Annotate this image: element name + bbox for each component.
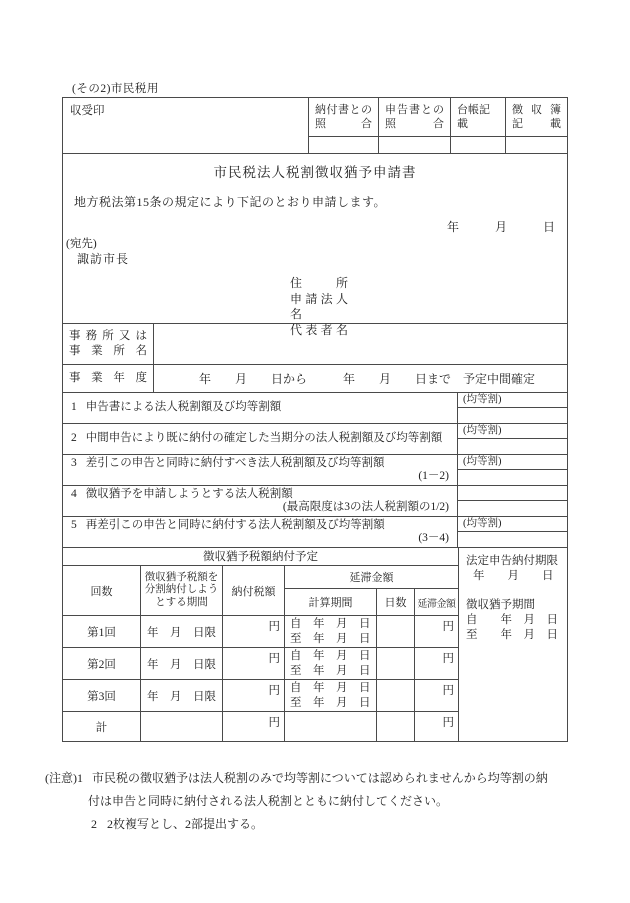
calc-period-from: 自 年 月 日 [290,682,371,694]
statutory-deadline-value: 年 月 日 [473,570,554,582]
ledger-entry-label: 台帳記載 [457,104,490,130]
total-period-cell [141,712,223,741]
item-number: 4 [71,487,77,500]
deferment-period-from: 自 年 月 日 [466,614,558,626]
item-row-2 [63,424,567,455]
item-text: 中間申告により既に納付の確定した当期分の法人税割額及び均等割額 [85,432,443,445]
item-sub-note: (最高限度は3の法人税割額の1/2) [282,501,449,513]
payment-slip-check-label-top: 納付書との [315,104,372,116]
schedule-title: 徴収猶予税額納付予定 [63,548,458,566]
per-capita-label: (均等割) [458,393,567,408]
days-cell [377,616,415,647]
corner-label: (その2)市民税用 [72,83,159,95]
item-text: 差引この申告と同時に納付すべき法人税割額及び均等割額 [85,456,385,469]
form-title: 市民税法人税割徴収猶予申請書 [213,165,417,180]
item-row-1 [63,393,567,424]
schedule-row-1 [63,616,458,648]
calc-period-to: 至 年 月 日 [290,696,371,709]
payment-slip-check-box [309,137,378,153]
application-date-line: 年 月 日 [446,220,555,234]
round-name: 第1回 [63,616,141,647]
installment-period: 年 月 日限 [141,616,223,647]
tax-amount-header: 納付税額 [223,566,285,615]
receipt-stamp-label: 収受印 [70,105,105,117]
deadline-side-panel [459,548,567,741]
per-capita-label [458,486,567,501]
addressee-name: 諏訪市長 [77,252,130,266]
office-label-line1: 事務所又は [69,330,147,342]
note1-text-line2: 付は申告と同時に納付される法人税割とともに納付してください。 [88,794,449,808]
total-label: 計 [63,712,141,741]
deferment-period-to: 至 年 月 日 [466,629,558,641]
per-capita-label: (均等割) [458,424,567,439]
round-name: 第2回 [63,648,141,679]
payment-slip-check-label-bottom: 照合 [315,118,372,130]
application-form-table [62,97,568,742]
total-days-cell [377,712,415,741]
fiscal-year-value: 年 月 日から 年 月 日まで 予定中間確定 [199,372,536,386]
late-fee-header: 延滞金額 [417,598,456,610]
amount-cell [458,470,567,485]
schedule-row-2 [63,648,458,680]
period-header-line2: 分割納付しよう [144,584,219,596]
installment-period: 年 月 日限 [141,680,223,711]
address-label: 住所 [290,276,348,290]
calc-period-to: 至 年 月 日 [290,664,371,677]
days-cell [377,648,415,679]
yen-label: 円 [442,653,454,665]
calc-period-to: 至 年 月 日 [290,632,371,645]
statutory-deadline-label: 法定申告納付期限 [466,555,558,567]
payment-schedule-section [63,548,567,741]
days-header: 日数 [377,589,415,615]
round-name: 第3回 [63,680,141,711]
schedule-header-row [63,566,458,616]
note1-text-line1: 市民税の徴収猶予は法人税割のみで均等割については認められませんから均等割の納 [92,771,548,785]
collection-book-label-top: 徴収簿 [512,104,561,116]
yen-label: 円 [223,712,285,741]
item-row-4 [63,486,567,517]
declaration-text: 地方税法第15条の規定により下記のとおり申請します。 [74,195,387,209]
check-col-payment-slip [309,98,379,153]
round-header: 回数 [63,566,141,615]
item-sub-note: (1－2) [418,470,449,482]
item-text: 再差引この申告と同時に納付する法人税割額及び均等割額 [85,518,385,531]
payment-schedule-table [63,548,459,741]
fiscal-year-row [63,365,567,393]
item-row-5 [63,517,567,548]
office-name-input-cell [154,324,567,364]
period-header-line1: 徴収猶予税額を [144,571,219,583]
item-sub-note: (3－4) [418,532,449,544]
calc-period-header: 計算期間 [285,589,377,615]
check-col-return-form [379,98,451,153]
item-text: 申告書による法人税割額及び均等割額 [85,401,282,414]
amount-cell [458,532,567,547]
item-row-3 [63,455,567,486]
period-header-line3: とする期間 [155,596,208,608]
schedule-total-row [63,712,458,741]
amount-cell [458,501,567,516]
yen-label: 円 [442,717,454,729]
stamp-header-row [63,98,567,154]
item-number: 5 [71,518,77,531]
ledger-check-box [451,137,505,153]
yen-label: 円 [442,621,454,633]
item-text: 徴収猶予を申請しようとする法人税割額 [85,487,293,500]
check-col-ledger [451,98,506,153]
amount-cell [458,408,567,423]
note-label: (注意) [45,771,77,785]
footnotes [45,767,590,836]
item-number: 1 [71,401,77,414]
collection-book-label-bottom: 記載 [512,118,561,130]
schedule-row-3 [63,680,458,712]
return-check-label-top: 申告書との [385,104,444,116]
addressee-label: (宛先) [66,238,97,250]
office-label-line2: 事業所名 [69,345,147,357]
fiscal-year-label: 事業年度 [69,372,147,384]
per-capita-label: (均等割) [458,455,567,470]
calc-period-from: 自 年 月 日 [290,618,371,630]
yen-label: 円 [223,648,285,679]
late-fee-group-header: 延滞金額 [285,566,458,589]
days-cell [377,680,415,711]
installment-period: 年 月 日限 [141,648,223,679]
deferment-period-label: 徴収猶予期間 [466,599,535,611]
representative-label: 代表者名 [290,322,348,337]
calc-period-from: 自 年 月 日 [290,650,371,662]
return-check-label-bottom: 照合 [385,118,444,130]
return-check-box [379,137,450,153]
receipt-stamp-area [63,98,309,153]
note2-number: 2 [91,817,97,831]
applicant-block [290,276,348,338]
amount-cell [458,439,567,454]
collection-book-check-box [506,137,567,153]
corporation-name-label: 申請法人名 [290,291,348,321]
yen-label: 円 [223,616,285,647]
yen-label: 円 [442,685,454,697]
note1-number: 1 [77,771,83,785]
note2-text: 2枚複写とし、2部提出する。 [107,817,264,831]
item-number: 3 [71,456,77,469]
total-calc-cell [285,712,377,741]
check-col-collection-book [506,98,567,153]
item-number: 2 [71,432,77,445]
per-capita-label: (均等割) [458,517,567,532]
yen-label: 円 [223,680,285,711]
